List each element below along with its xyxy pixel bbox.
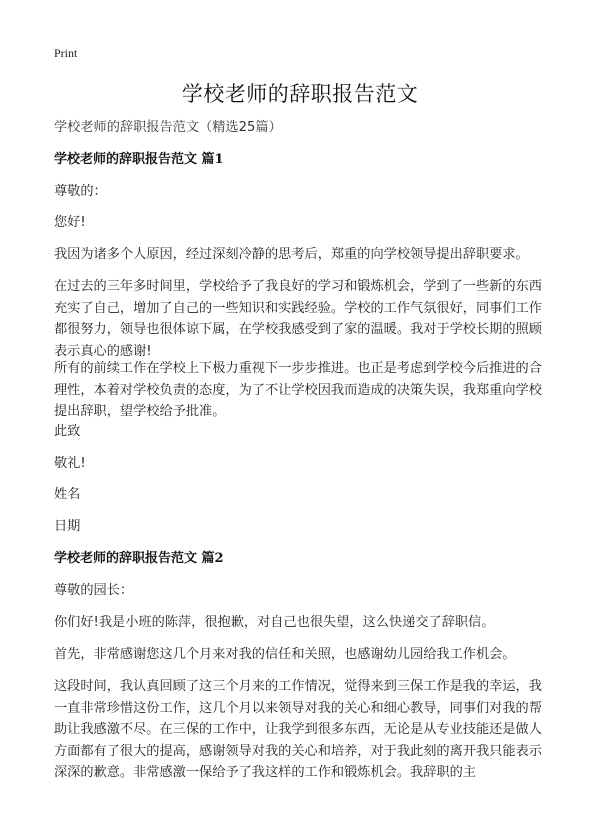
salutation: 尊敬的园长： bbox=[54, 583, 134, 598]
signature-name: 姓名 bbox=[54, 487, 81, 502]
print-link[interactable]: Print bbox=[54, 46, 78, 60]
body-paragraph: 你们好!我是小班的陈萍，很抱歉，对自己也很失望，这么快递交了辞职信。 bbox=[54, 615, 495, 630]
document-subtitle: 学校老师的辞职报告范文（精选25篇） bbox=[54, 120, 282, 135]
section-heading-2: 学校老师的辞职报告范文 篇2 bbox=[54, 551, 224, 566]
signature-date: 日期 bbox=[54, 519, 81, 534]
body-paragraph: 首先，非常感谢您这几个月来对我的信任和关照，也感谢幼儿园给我工作机会。 bbox=[54, 647, 516, 662]
greeting: 您好! bbox=[54, 215, 86, 230]
body-paragraph: 所有的前续工作在学校上下极力重视下一步步推进。也正是考虑到学校今后推进的合理性，本着对学校负责的态度，为了不让学校因我而造成的决策失误，我郑重向学校提出辞职，望学校给予批准。 bbox=[54, 361, 542, 419]
closing-regards: 敬礼! bbox=[54, 456, 86, 471]
body-paragraph: 我因为诸多个人原因，经过深刻冷静的思考后，郑重的向学校领导提出辞职要求。 bbox=[54, 247, 529, 262]
body-paragraph: 这段时间，我认真回顾了这三个月来的工作情况，觉得来到三保工作是我的幸运，我一直非常珍惜这份工作，这几个月以来领导对我的关心和细心教导，同事们对我的帮助让我感激不尽。在三保的工作中，让我学到很多东西，无论是从专业技能还是做人方面都有了很大的提高，感谢领导对我的关心和培养，对于我此刻的离开我只能表示深深的歉意。非常感激一保给予了我这样的工作和锻炼机会。我辞职的主 bbox=[54, 679, 542, 780]
closing-line: 此致 bbox=[54, 424, 81, 439]
salutation: 尊敬的： bbox=[54, 184, 107, 199]
document-title: 学校老师的辞职报告范文 bbox=[181, 82, 419, 106]
section-heading-1: 学校老师的辞职报告范文 篇1 bbox=[54, 152, 224, 167]
body-paragraph: 在过去的三年多时间里，学校给予了我良好的学习和锻炼机会，学到了一些新的东西充实了自己，增加了自己的一些知识和实践经验。学校的工作气氛很好，同事们工作都很努力，领导也很体谅下属，在学校我感受到了家的温暖。我对于学校长期的照顾表示真心的感谢! bbox=[54, 279, 542, 359]
